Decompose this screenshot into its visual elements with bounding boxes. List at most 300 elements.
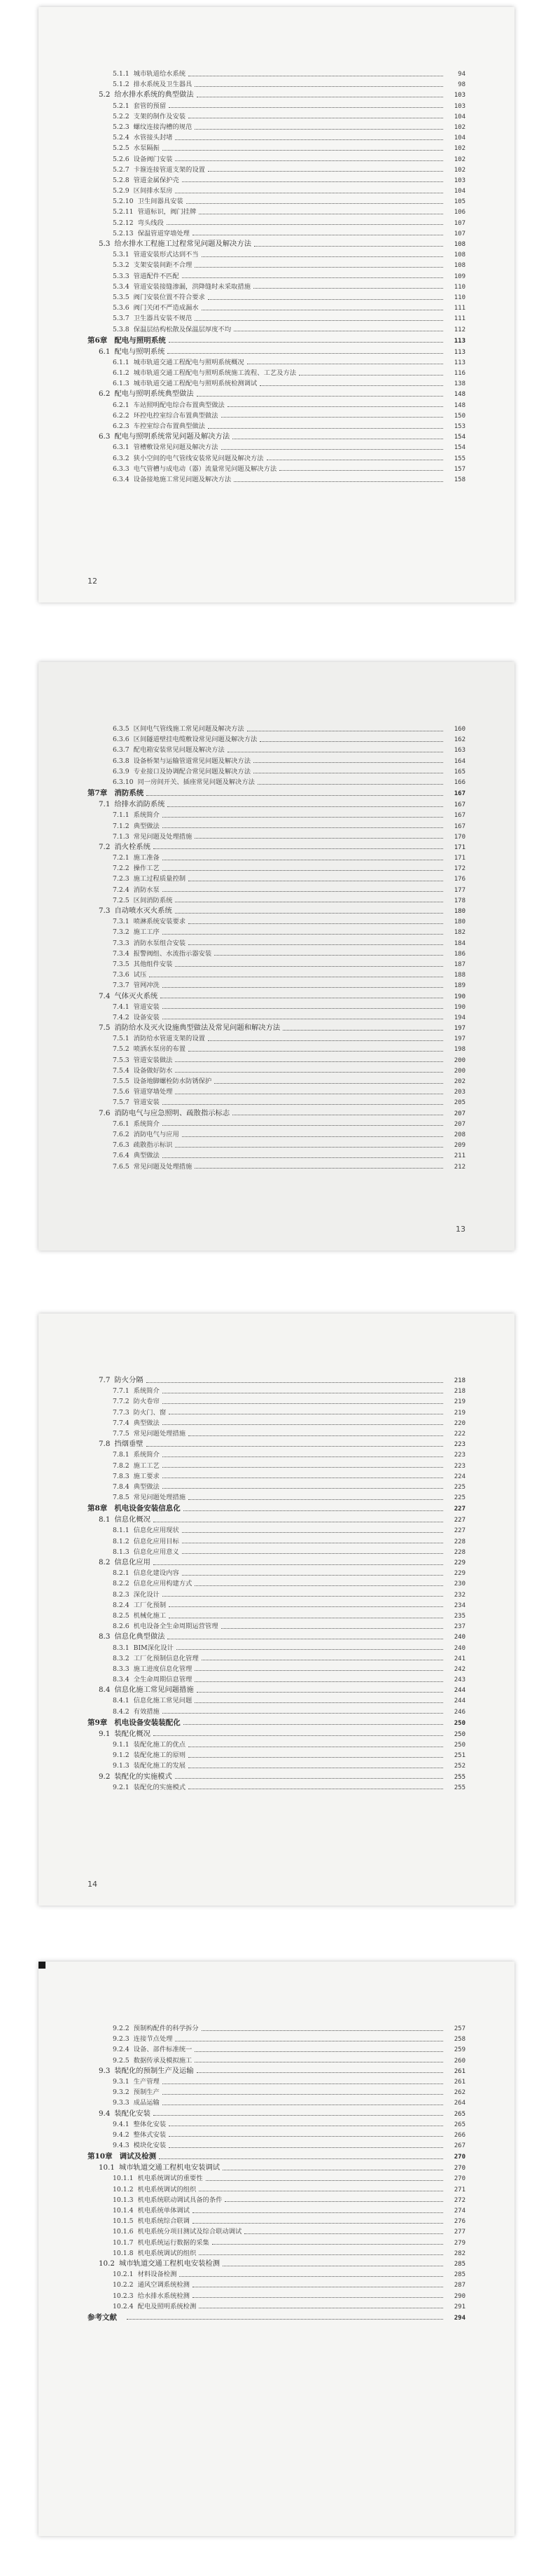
entry-page-number: 223 <box>454 1452 465 1459</box>
entry-number: 5.3.1 <box>113 251 130 259</box>
dot-leader <box>162 1124 443 1126</box>
entry-title: 设备、部件标准统一 <box>133 2046 192 2054</box>
dot-leader <box>159 2158 443 2159</box>
toc-subsection-entry <box>88 1664 465 1674</box>
toc-subsection-entry <box>88 1119 465 1129</box>
toc-subsection-entry <box>88 2140 465 2151</box>
entry-page-number: 270 <box>454 2175 465 2183</box>
toc-subsection-entry <box>88 1621 465 1632</box>
entry-number: 7.5.2 <box>113 1045 130 1054</box>
entry-title: 施工工序 <box>133 928 160 937</box>
entry-number: 6.3.5 <box>113 725 130 733</box>
toc-section-entry <box>88 347 465 357</box>
entry-number: 9.3.2 <box>113 2088 130 2097</box>
toc-subsection-entry <box>88 421 465 432</box>
entry-number: 5.3 <box>99 240 111 248</box>
entry-page-number: 105 <box>454 198 465 206</box>
entry-number: 10.1.8 <box>113 2249 134 2257</box>
toc-section-entry <box>88 1439 465 1449</box>
entry-page-number: 158 <box>454 476 465 483</box>
toc-subsection-entry <box>88 411 465 421</box>
entry-number: 10.2 <box>99 2259 115 2268</box>
entry-page-number: 104 <box>454 135 465 142</box>
toc-subsection-entry <box>88 766 465 777</box>
entry-page-number: 154 <box>454 434 465 441</box>
entry-number: 6.2.1 <box>113 401 130 409</box>
dot-leader <box>182 1552 443 1554</box>
entry-title: 电气管槽与成电动（器）流量常见问题及解决方法 <box>133 464 277 473</box>
entry-title: 城市轨道交通工程机电安装检测 <box>118 2259 220 2268</box>
entry-page-number: 110 <box>454 283 465 291</box>
entry-number: 7.7.2 <box>113 1398 130 1406</box>
entry-number: 10.2.2 <box>113 2281 134 2289</box>
dot-leader <box>188 1767 443 1768</box>
entry-page-number: 180 <box>454 918 465 926</box>
toc-subsection-entry <box>88 874 465 884</box>
entry-title: 设备安装 <box>133 1013 160 1021</box>
entry-title: 施工准备 <box>133 854 160 862</box>
entry-number: 9.2.4 <box>113 2046 130 2054</box>
toc-section-entry <box>88 1729 465 1740</box>
dot-leader <box>162 890 443 892</box>
entry-number: 7.3.1 <box>113 918 130 926</box>
toc-subsection-entry <box>88 853 465 863</box>
toc-subsection-entry <box>88 132 465 143</box>
page-number: 14 <box>88 1880 97 1889</box>
entry-number: 7.3 <box>99 907 111 915</box>
toc-section-entry <box>88 90 465 100</box>
toc-section-entry <box>88 2066 465 2076</box>
dot-leader <box>162 827 443 828</box>
dot-leader <box>258 783 443 785</box>
dot-leader <box>199 2254 443 2255</box>
dot-leader <box>267 459 443 460</box>
entry-page-number: 164 <box>454 757 465 765</box>
dot-leader <box>175 139 443 140</box>
toc-subsection-entry <box>88 2184 465 2195</box>
dot-leader <box>182 1574 443 1576</box>
entry-number: 5.3.7 <box>113 315 130 323</box>
toc-page-3 <box>38 1314 514 1906</box>
dot-leader <box>162 1595 443 1597</box>
entry-number: 第7章 <box>88 789 108 798</box>
dot-leader <box>169 106 443 108</box>
toc-subsection-entry <box>88 111 465 122</box>
toc-subsection-entry <box>88 2044 465 2055</box>
toc-subsection-entry <box>88 186 465 196</box>
dot-leader <box>175 1093 443 1094</box>
entry-number: 7.8 <box>99 1440 111 1449</box>
entry-number: 5.3.6 <box>113 304 130 312</box>
entry-page-number: 171 <box>454 843 465 851</box>
entry-number: 7.6.3 <box>113 1141 130 1150</box>
dot-leader <box>221 416 443 418</box>
entry-number: 8.1 <box>99 1515 111 1524</box>
entry-number: 5.2.5 <box>113 144 130 153</box>
entry-number: 7.7.1 <box>113 1387 130 1396</box>
dot-leader <box>199 2307 443 2308</box>
entry-title: 配电箱安装常见问题及解决方法 <box>133 746 225 755</box>
corner-mark <box>38 1962 46 1969</box>
dot-leader <box>195 837 443 839</box>
entry-number: 7.6.2 <box>113 1130 130 1138</box>
toc-subsection-entry <box>88 2301 465 2312</box>
toc-subsection-entry <box>88 2291 465 2301</box>
entry-page-number: 110 <box>454 294 465 301</box>
entry-title: 城市轨道交通工程机电安装调试 <box>118 2163 220 2172</box>
entry-number: 6.1.2 <box>113 369 130 378</box>
toc-section-entry <box>88 1632 465 1642</box>
dot-leader <box>167 806 443 807</box>
entry-page-number: 107 <box>454 219 465 227</box>
entry-page-number: 167 <box>454 801 465 809</box>
entry-title: 疏散指示标识 <box>133 1141 173 1150</box>
toc-chapter-entry <box>88 1503 465 1515</box>
entry-number: 7.2.3 <box>113 875 130 883</box>
dot-leader <box>188 117 443 118</box>
toc-subsection-entry <box>88 1386 465 1396</box>
entry-title: 弯头线段 <box>137 219 164 227</box>
page-number: 12 <box>88 577 97 586</box>
entry-title: 消防给水管道支架的设置 <box>133 1035 205 1043</box>
entry-page-number: 163 <box>454 747 465 755</box>
toc-list <box>88 69 465 485</box>
entry-page-number: 244 <box>454 1687 465 1695</box>
entry-page-number: 148 <box>454 391 465 399</box>
entry-number: 6.3 <box>99 432 111 441</box>
entry-number: 5.2.11 <box>113 208 134 216</box>
entry-number: 8.3.3 <box>113 1665 130 1673</box>
toc-subsection-entry <box>88 1097 465 1108</box>
entry-page-number: 194 <box>454 1014 465 1021</box>
toc-subsection-entry <box>88 734 465 745</box>
dot-leader <box>195 1167 443 1169</box>
entry-number: 7.2 <box>99 842 111 851</box>
dot-leader <box>169 2135 443 2137</box>
toc-subsection-entry <box>88 895 465 906</box>
entry-page-number: 225 <box>454 1494 465 1502</box>
dot-leader <box>195 1702 443 1703</box>
entry-number: 9.4.3 <box>113 2142 130 2150</box>
entry-page-number: 227 <box>454 1517 465 1524</box>
entry-title: 信息化建设内容 <box>133 1569 179 1578</box>
entry-page-number: 241 <box>454 1655 465 1662</box>
entry-number: 7.8.1 <box>113 1451 130 1459</box>
entry-number: 5.2.6 <box>113 155 130 163</box>
entry-number: 10.2.4 <box>113 2302 134 2310</box>
entry-title: 装配化施工的优点 <box>133 1741 186 1749</box>
entry-title: 管道安装做法 <box>133 1056 173 1064</box>
entry-title: 喷淋系统安装要求 <box>133 918 186 926</box>
toc-subsection-entry <box>88 2173 465 2184</box>
dot-leader <box>162 1103 443 1105</box>
entry-page-number: 218 <box>454 1388 465 1396</box>
entry-page-number: 222 <box>454 1430 465 1438</box>
entry-title: 管网冲洗 <box>133 982 160 990</box>
entry-number: 5.2.13 <box>113 229 134 237</box>
entry-title: 施工过程质量控制 <box>133 875 186 883</box>
dot-leader <box>169 341 443 343</box>
toc-subsection-entry <box>88 1055 465 1066</box>
toc-subsection-entry <box>88 1002 465 1012</box>
entry-number: 5.2.1 <box>113 102 130 110</box>
entry-number: 7.8.4 <box>113 1482 130 1491</box>
entry-page-number: 205 <box>454 1099 465 1107</box>
entry-number: 7.2.1 <box>113 854 130 862</box>
entry-number: 5.3.4 <box>113 282 130 291</box>
dot-leader <box>279 469 443 471</box>
entry-page-number: 165 <box>454 768 465 776</box>
entry-number: 10.1 <box>99 2163 115 2172</box>
entry-title: 气体灭火系统 <box>114 991 158 1000</box>
entry-title: 同一房间开关、插座常见问题及解决方法 <box>137 778 255 786</box>
dot-leader <box>162 2083 443 2084</box>
toc-page-2 <box>38 662 514 1251</box>
entry-title: 信息化应用 <box>114 1558 150 1566</box>
dot-leader <box>202 2030 443 2031</box>
entry-number: 9.2 <box>99 1772 111 1781</box>
toc-subsection-entry <box>88 777 465 787</box>
toc-subsection-entry <box>88 207 465 217</box>
dot-leader <box>192 2286 443 2287</box>
toc-chapter-entry <box>88 335 465 347</box>
entry-number: 7.7.5 <box>113 1429 130 1438</box>
toc-subsection-entry <box>88 1482 465 1492</box>
entry-number: 5.2.10 <box>113 198 134 206</box>
entry-page-number: 208 <box>454 1131 465 1138</box>
dot-leader <box>232 438 443 439</box>
entry-title: 消防系统 <box>114 789 144 798</box>
toc-subsection-entry <box>88 938 465 949</box>
entry-page-number: 167 <box>454 812 465 820</box>
toc-chapter-entry <box>88 787 465 799</box>
entry-number: 7.5.7 <box>113 1098 130 1107</box>
toc-subsection-entry <box>88 949 465 959</box>
entry-number: 8.1.1 <box>113 1527 130 1535</box>
entry-page-number: 189 <box>454 982 465 990</box>
entry-number: 10.1.5 <box>113 2217 134 2226</box>
toc-subsection-entry <box>88 1076 465 1087</box>
entry-title: 常见问题及处理措施 <box>133 1162 192 1171</box>
toc-subsection-entry <box>88 2119 465 2130</box>
entry-number: 8.3.1 <box>113 1644 130 1652</box>
entry-title: 机电系统调试的组织 <box>137 2185 197 2193</box>
toc-subsection-entry <box>88 1547 465 1557</box>
entry-page-number: 107 <box>454 230 465 237</box>
dot-leader <box>153 1521 443 1522</box>
dot-leader <box>188 923 443 924</box>
dot-leader <box>167 223 443 225</box>
entry-number: 8.3 <box>99 1632 111 1641</box>
entry-title: 防火卷帘 <box>133 1398 160 1406</box>
entry-title: 消防水泵 <box>133 886 160 894</box>
entry-title: 数据传承及模拟施工 <box>133 2056 192 2065</box>
toc-subsection-entry <box>88 745 465 755</box>
toc-subsection-entry <box>88 1536 465 1547</box>
toc-subsection-entry <box>88 810 465 820</box>
toc-subsection-entry <box>88 1461 465 1471</box>
entry-title: 机电系统单体调试 <box>137 2207 190 2215</box>
entry-page-number: 250 <box>454 1730 465 1738</box>
dot-leader <box>197 96 443 97</box>
entry-title: 施工进度信息化管理 <box>133 1665 192 1673</box>
dot-leader <box>162 1424 443 1425</box>
entry-number: 9.1.2 <box>113 1751 130 1760</box>
entry-page-number: 227 <box>454 1506 465 1513</box>
entry-title: 机电设备全生命周期运营管理 <box>133 1623 218 1631</box>
entry-number: 8.3.4 <box>113 1676 130 1684</box>
toc-subsection-entry <box>88 313 465 324</box>
dot-leader <box>175 912 443 914</box>
dot-leader <box>188 1435 443 1436</box>
entry-number: 7.3.5 <box>113 960 130 968</box>
entry-number: 6.1.1 <box>113 358 130 366</box>
entry-page-number: 188 <box>454 972 465 979</box>
toc-subsection-entry <box>88 1012 465 1023</box>
entry-page-number: 207 <box>454 1110 465 1117</box>
dot-leader <box>195 2061 443 2062</box>
entry-title: 深化设计 <box>133 1590 160 1599</box>
entry-title: 信息化应用意义 <box>133 1548 179 1556</box>
entry-page-number: 274 <box>454 2207 465 2215</box>
dot-leader <box>195 2051 443 2052</box>
entry-title: 水管接头封堵 <box>133 134 173 142</box>
entry-number: 7.5.3 <box>113 1056 130 1064</box>
toc-chapter-entry <box>88 2312 465 2324</box>
dot-leader <box>182 181 443 182</box>
entry-title: 管道标识，阀门挂牌 <box>137 208 197 216</box>
entry-number: 7.3.2 <box>113 928 130 937</box>
toc-subsection-entry <box>88 1129 465 1140</box>
entry-title: 消防电气与应用 <box>133 1130 179 1138</box>
dot-leader <box>221 448 443 450</box>
dot-leader <box>162 2104 443 2105</box>
entry-page-number: 98 <box>458 81 465 89</box>
entry-number: 第6章 <box>88 336 108 345</box>
entry-title: 环控电控室综合布置典型做法 <box>133 411 218 420</box>
dot-leader <box>247 363 443 364</box>
entry-page-number: 197 <box>454 1025 465 1033</box>
entry-number: 8.4.2 <box>113 1707 130 1716</box>
dot-leader <box>175 1071 443 1073</box>
entry-page-number: 285 <box>454 2271 465 2279</box>
dot-leader <box>223 2169 443 2170</box>
entry-page-number: 223 <box>454 1441 465 1449</box>
dot-leader <box>223 2265 443 2266</box>
dot-leader <box>169 2147 443 2148</box>
entry-title: 调试及检测 <box>119 2152 157 2161</box>
entry-title: 常见问题处理措施 <box>133 1429 186 1438</box>
entry-number: 第8章 <box>88 1504 108 1513</box>
toc-section-entry <box>88 1023 465 1033</box>
toc-subsection-entry <box>88 2130 465 2140</box>
toc-subsection-entry <box>88 1750 465 1761</box>
toc-subsection-entry <box>88 1140 465 1150</box>
entry-page-number: 229 <box>454 1559 465 1566</box>
entry-title: 管道穿墙处理 <box>133 1088 173 1096</box>
entry-number: 9.1 <box>99 1729 111 1738</box>
entry-number: 9.1.1 <box>113 1741 130 1749</box>
entry-number: 5.2.2 <box>113 112 130 120</box>
entry-number: 7.2.4 <box>113 886 130 894</box>
entry-page-number: 237 <box>454 1623 465 1631</box>
entry-number: 6.3.7 <box>113 746 130 755</box>
entry-page-number: 252 <box>454 1763 465 1770</box>
entry-page-number: 262 <box>454 2089 465 2097</box>
entry-title: 整体式安装 <box>133 2130 167 2139</box>
entry-title: 管道安装接缝渗漏，洪降缝时未采取措施 <box>133 282 251 291</box>
entry-number: 9.4.1 <box>113 2120 130 2128</box>
toc-subsection-entry <box>88 863 465 874</box>
entry-title: 配电与照明系统常见问题及解决方法 <box>114 432 230 441</box>
dot-leader <box>183 1510 443 1511</box>
entry-page-number: 255 <box>454 1784 465 1791</box>
entry-page-number: 190 <box>454 1003 465 1011</box>
entry-title: 管道配件不匹配 <box>133 272 179 280</box>
entry-page-number: 177 <box>454 886 465 894</box>
entry-number: 6.2.2 <box>113 411 130 420</box>
dot-leader <box>127 2318 443 2320</box>
entry-title: 信息化概况 <box>114 1515 150 1524</box>
entry-page-number: 218 <box>454 1377 465 1384</box>
toc-page-4 <box>38 1962 514 2536</box>
dot-leader <box>153 848 443 849</box>
entry-page-number: 162 <box>454 736 465 744</box>
entry-title: 材料设备检测 <box>137 2271 177 2279</box>
dot-leader <box>192 2212 443 2213</box>
toc-subsection-entry <box>88 122 465 132</box>
entry-number: 5.2.7 <box>113 165 130 174</box>
entry-title: 配电与照明系统 <box>114 347 165 356</box>
entry-page-number: 103 <box>454 102 465 110</box>
entry-page-number: 202 <box>454 1078 465 1085</box>
entry-title: 机电设备安装装配化 <box>114 1718 181 1727</box>
entry-title: 区间排水泵房 <box>133 187 173 195</box>
entry-page-number: 267 <box>454 2142 465 2150</box>
dot-leader <box>197 2072 443 2073</box>
dot-leader <box>146 1445 443 1447</box>
dot-leader <box>260 385 443 386</box>
dot-leader <box>202 1659 443 1660</box>
entry-title: 生产管理 <box>133 2077 160 2086</box>
entry-page-number: 153 <box>454 423 465 430</box>
entry-page-number: 184 <box>454 939 465 947</box>
toc-subsection-entry <box>88 2195 465 2205</box>
entry-title: 车站照明配电综合布置典型做法 <box>133 401 225 409</box>
entry-title: 机电系统分项目测试及综合联动调试 <box>137 2228 242 2236</box>
dot-leader <box>202 309 443 310</box>
entry-page-number: 272 <box>454 2196 465 2204</box>
toc-subsection-entry <box>88 821 465 832</box>
entry-title: 典型做法 <box>133 1482 160 1491</box>
entry-number: 7.4 <box>99 991 111 1000</box>
entry-number: 5.3.8 <box>113 325 130 333</box>
entry-page-number: 228 <box>454 1548 465 1556</box>
dot-leader <box>208 298 443 300</box>
entry-number: 5.1.2 <box>113 81 130 89</box>
dot-leader <box>195 1681 443 1682</box>
entry-page-number: 235 <box>454 1612 465 1620</box>
toc-subsection-entry <box>88 832 465 842</box>
entry-number: 10.1.3 <box>113 2196 134 2204</box>
entry-page-number: 154 <box>454 444 465 452</box>
entry-page-number: 209 <box>454 1142 465 1150</box>
entry-number: 7.2.5 <box>113 896 130 904</box>
entry-number: 10.1.1 <box>113 2175 134 2183</box>
entry-title: 机电系统运行数据的采集 <box>137 2238 209 2247</box>
entry-page-number: 240 <box>454 1634 465 1641</box>
entry-page-number: 104 <box>454 188 465 195</box>
